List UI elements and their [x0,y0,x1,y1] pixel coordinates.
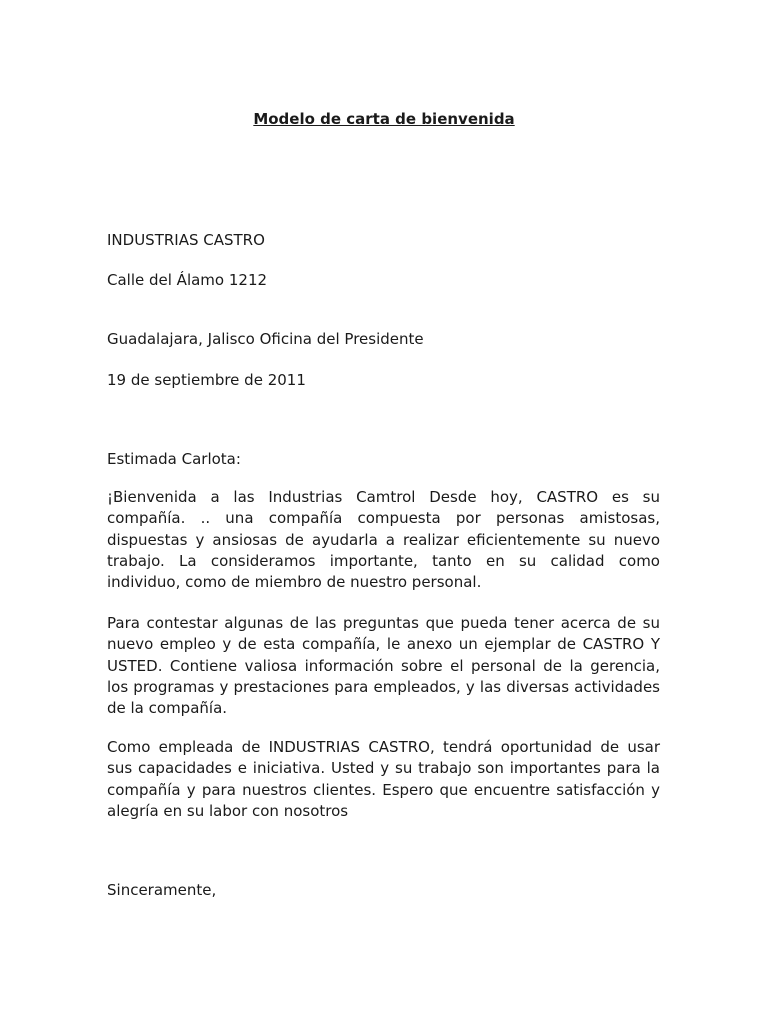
closing: Sinceramente, [107,881,217,899]
body-paragraph-1: ¡Bienvenida a las Industrias Camtrol Desde hoy, CASTRO es su compañía. .. una compañía compuesta por personas amistosas, dispuestas y ansiosas de ayudarla a realizar eficientemente su nuevo trabajo. La consideramos importante, tanto en su calidad como individuo, como de miembro de nuestro personal. [107,488,660,592]
sender-city-office: Guadalajara, Jalisco Oficina del Presidente [107,330,424,348]
letter-date: 19 de septiembre de 2011 [107,371,306,389]
body-paragraph-3: Como empleada de INDUSTRIAS CASTRO, tendrá oportunidad de usar sus capacidades e iniciativa. Usted y su trabajo son importantes para la compañía y para nuestros clientes. Espero que encuentre satisfacción y alegría en su labor con nosotros [107,738,660,820]
sender-company: INDUSTRIAS CASTRO [107,231,265,249]
document-title: Modelo de carta de bienvenida [253,110,515,128]
sender-street: Calle del Álamo 1212 [107,271,268,289]
salutation: Estimada Carlota: [107,450,241,468]
body-paragraph-2: Para contestar algunas de las preguntas que pueda tener acerca de su nuevo empleo y de esta compañía, le anexo un ejemplar de CASTRO Y USTED. Contiene valiosa información sobre el personal de la gerencia, los programas y prestaciones para empleados, y las diversas actividades de la compañía. [107,614,660,718]
